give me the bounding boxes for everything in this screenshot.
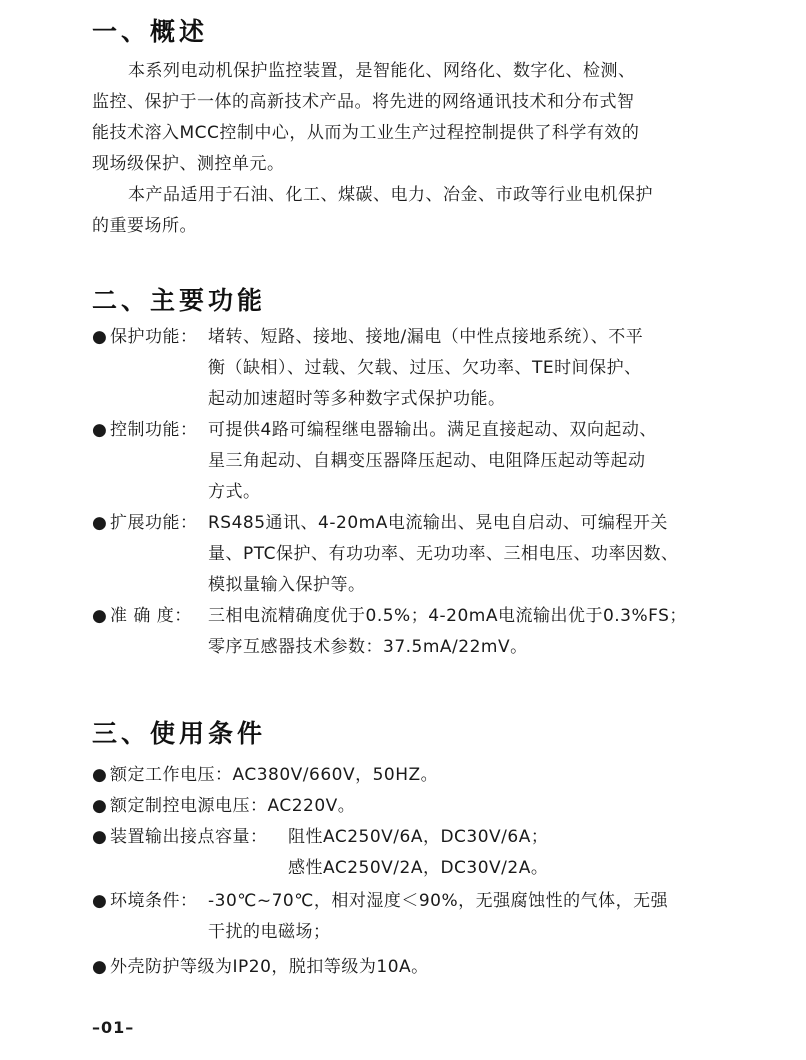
- bullet-icon: ●: [92, 420, 108, 440]
- text-line: 星三角起动、自耦变压器降压起动、电阻降压起动等起动: [208, 451, 646, 471]
- item-body: [288, 822, 548, 884]
- item-body: [208, 322, 643, 415]
- text-line: 起动加速超时等多种数字式保护功能。: [208, 389, 506, 409]
- item-label: 环境条件：: [110, 891, 198, 911]
- text-line: 监控、保护于一体的高新技术产品。将先进的网络通讯技术和分布式智: [92, 92, 635, 112]
- text-line: 能技术溶入MCC控制中心，从而为工业生产过程控制提供了科学有效的: [92, 123, 640, 143]
- text-line: 零序互感器技术参数：37.5mA/22mV。: [208, 637, 528, 657]
- item-label: 装置输出接点容量：: [110, 827, 268, 847]
- section-title-overview: 一、概述: [92, 17, 209, 46]
- text-line: RS485通讯、4-20mA电流输出、晃电自启动、可编程开关: [208, 513, 668, 533]
- item-text: 外壳防护等级为IP20，脱扣等级为10A。: [110, 957, 429, 977]
- item-body: [208, 601, 687, 663]
- item-text: 额定工作电压：AC380V/660V，50HZ。: [110, 765, 439, 785]
- text-line: 现场级保护、测控单元。: [92, 154, 285, 174]
- page-number: –01–: [92, 1018, 135, 1037]
- text-line: 量、PTC保护、有功功率、无功功率、三相电压、功率因数、: [208, 544, 679, 564]
- text-line: 方式。: [208, 482, 261, 502]
- bullet-icon: ●: [92, 796, 108, 816]
- item-text: 额定制控电源电压：AC220V。: [110, 796, 356, 816]
- text-line: 阻性AC250V/6A，DC30V/6A；: [288, 827, 549, 847]
- text-line: -30℃~70℃，相对湿度＜90%，无强腐蚀性的气体，无强: [208, 891, 669, 911]
- overview-paragraph-1: [92, 56, 742, 180]
- item-label: 扩展功能：: [110, 513, 198, 533]
- text-line: 干扰的电磁场；: [208, 922, 331, 942]
- text-line: 模拟量输入保护等。: [208, 575, 366, 595]
- item-body: [208, 508, 679, 601]
- section-title-operating-conditions: 三、使用条件: [92, 719, 267, 748]
- item-body: [208, 886, 668, 948]
- text-line: 堵转、短路、接地、接地/漏电（中性点接地系统）、不平: [208, 327, 644, 347]
- text-line: 本产品适用于石油、化工、煤碳、电力、冶金、市政等行业电机保护: [128, 185, 653, 205]
- item-label: 控制功能：: [110, 420, 198, 440]
- text-line: 的重要场所。: [92, 216, 197, 236]
- overview-paragraph-2: [92, 180, 742, 242]
- item-label: 准 确 度：: [110, 606, 192, 626]
- bullet-icon: ●: [92, 891, 108, 911]
- bullet-icon: ●: [92, 827, 108, 847]
- text-line: 感性AC250V/2A，DC30V/2A。: [288, 858, 549, 878]
- bullet-icon: ●: [92, 327, 108, 347]
- text-line: 三相电流精确度优于0.5%；4-20mA电流输出优于0.3%FS；: [208, 606, 687, 626]
- section-title-main-functions: 二、主要功能: [92, 286, 267, 315]
- bullet-icon: ●: [92, 765, 108, 785]
- bullet-icon: ●: [92, 957, 108, 977]
- text-line: 衡（缺相）、过载、欠载、过压、欠功率、TE时间保护、: [208, 358, 642, 378]
- bullet-icon: ●: [92, 606, 108, 626]
- bullet-icon: ●: [92, 513, 108, 533]
- item-label: 保护功能：: [110, 327, 198, 347]
- text-line: 可提供4路可编程继电器输出。满足直接起动、双向起动、: [208, 420, 657, 440]
- item-body: [208, 415, 657, 508]
- text-line: 本系列电动机保护监控装置，是智能化、网络化、数字化、检测、: [128, 61, 636, 81]
